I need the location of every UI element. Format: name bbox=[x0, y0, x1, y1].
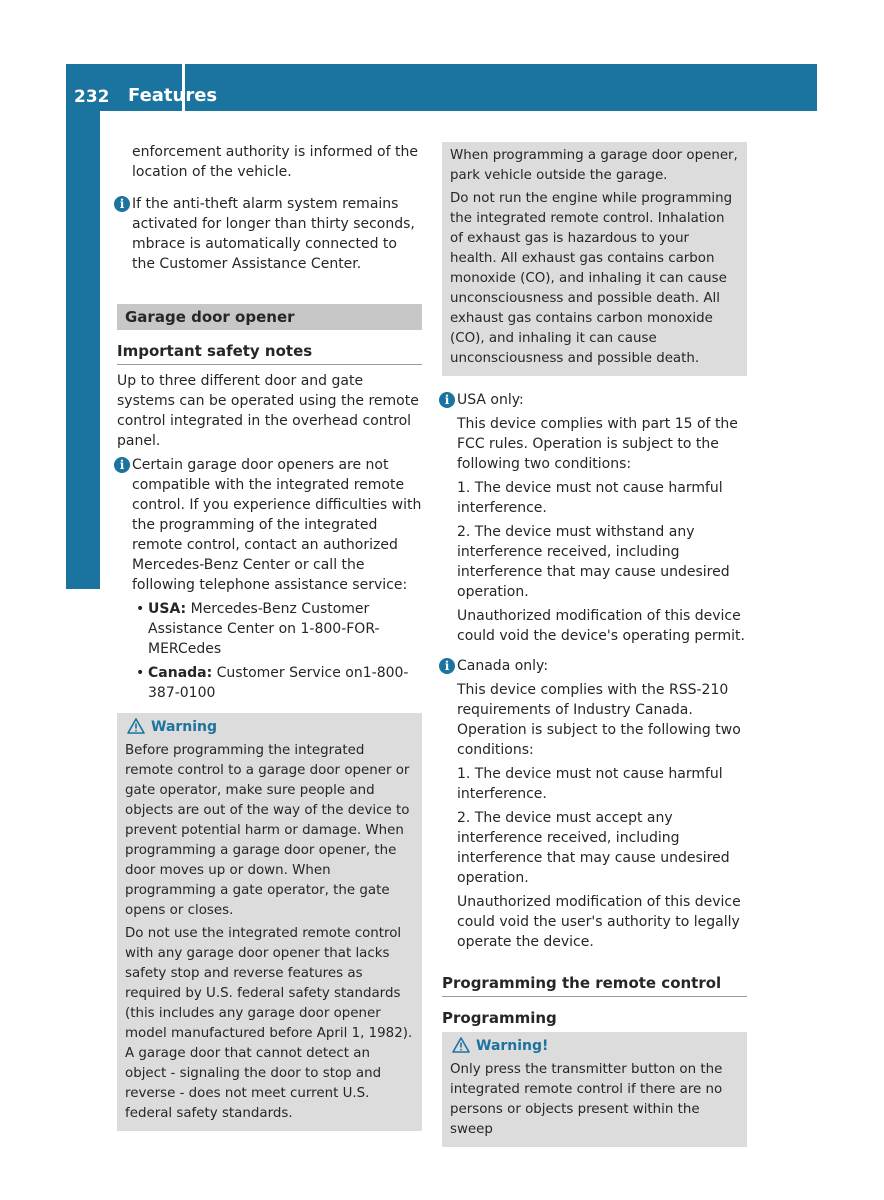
page-number: 232 bbox=[74, 87, 110, 107]
canada-text: This device complies with the RSS-210 requirements of Industry Canada. Operation is subject to the following two conditions: bbox=[457, 682, 741, 758]
usa-text: This device complies with part 15 of the FCC rules. Operation is subject to the following two conditions: bbox=[457, 416, 738, 472]
info-note-text: Certain garage door openers are not compatible with the integrated remote control. If you experience difficulties with the programming of the integrated remote control, contact an authorized Mercedes-Benz Center or call the following telephone assistance service: bbox=[132, 457, 422, 593]
bullet-icon: • bbox=[136, 665, 145, 681]
warning-title: Warning! bbox=[476, 1038, 549, 1054]
bullet-text: Mercedes-Benz Customer Assistance Center on 1-800-FOR-MERCedes bbox=[148, 601, 380, 657]
usa-modification: Unauthorized modification of this device could void the device's operating permit. bbox=[457, 608, 745, 644]
right-column bbox=[442, 142, 747, 1147]
canada-condition-1: 1. The device must not cause harmful interference. bbox=[457, 766, 723, 802]
section-title: Features bbox=[128, 85, 218, 106]
warning-triangle-icon bbox=[127, 718, 145, 734]
info-note-alarm bbox=[117, 194, 422, 274]
left-column bbox=[117, 142, 422, 1131]
safety-heading: Important safety notes bbox=[117, 340, 422, 365]
usa-condition-2: 2. The device must withstand any interference received, including interference that may cause undesired operation. bbox=[457, 524, 730, 600]
warning-paragraph: Do not run the engine while programming the integrated remote control. Inhalation of exhaust gas is hazardous to your health. All exhaust gas contains carbon monoxide (CO), and inhaling it can cause unconsciousness and possible death. All exhaust gas contains carbon monoxide (CO), and inhaling it can cause unconsciousness and possible death. bbox=[450, 191, 733, 366]
warning-box bbox=[117, 713, 422, 1131]
info-note-canada bbox=[442, 656, 747, 676]
info-icon: i bbox=[114, 457, 130, 473]
programming-subheading: Programming bbox=[442, 1009, 557, 1027]
warning-header bbox=[450, 1036, 739, 1056]
usa-condition-1: 1. The device must not cause harmful interference. bbox=[457, 480, 723, 516]
safety-intro: Up to three different door and gate systems can be operated using the remote control integrated in the overhead control panel. bbox=[117, 373, 419, 449]
info-icon: i bbox=[439, 658, 455, 674]
warning-paragraph: Only press the transmitter button on the integrated remote control if there are no persons or objects present within the sweep bbox=[450, 1062, 723, 1137]
list-item bbox=[132, 663, 422, 703]
bullet-icon: • bbox=[136, 601, 145, 617]
section-band: Garage door opener bbox=[117, 304, 422, 330]
warning-paragraph: Before programming the integrated remote control to a garage door opener or gate operator, make sure people and objects are out of the way of the device to prevent potential harm or damage. When programming a garage door opener, the door moves up or down. When programming a gate operator, the gate opens or closes. bbox=[125, 743, 410, 918]
warning-paragraph: When programming a garage door opener, park vehicle outside the garage. bbox=[450, 148, 738, 183]
exhaust-warning-box bbox=[442, 142, 747, 376]
warning-box-2 bbox=[442, 1032, 747, 1147]
programming-heading: Programming the remote control bbox=[442, 972, 747, 997]
intro-text: enforcement authority is informed of the location of the vehicle. bbox=[132, 144, 418, 180]
chapter-tab-label: Loading, stowing and features bbox=[72, 227, 93, 537]
list-item bbox=[132, 599, 422, 659]
warning-triangle-icon bbox=[452, 1037, 470, 1053]
info-icon: i bbox=[114, 196, 130, 212]
canada-modification: Unauthorized modification of this device could void the user's authority to legally operate the device. bbox=[457, 894, 741, 950]
bullet-text: Customer Service on1-800-387-0100 bbox=[148, 665, 409, 701]
bullet-label: Canada: bbox=[148, 665, 213, 681]
warning-paragraph: Do not use the integrated remote control with any garage door opener that lacks safety stop and reverse features as required by U.S. federal safety standards (this includes any garage door opener model manufactured before April 1, 1982). A garage door that cannot detect an object - signaling the door to stop and reverse - does not meet current U.S. federal safety standards. bbox=[125, 926, 413, 1121]
canada-condition-2: 2. The device must accept any interference received, including interference that may cause undesired operation. bbox=[457, 810, 730, 886]
info-icon: i bbox=[439, 392, 455, 408]
info-note-title: Canada only: bbox=[457, 658, 549, 674]
info-note-openers bbox=[117, 455, 422, 595]
warning-header bbox=[125, 717, 414, 737]
info-note-usa bbox=[442, 390, 747, 410]
warning-title: Warning bbox=[151, 719, 218, 735]
info-note-text: If the anti-theft alarm system remains activated for longer than thirty seconds, mbrace is automatically connected to the Customer Assistance Center. bbox=[132, 196, 415, 272]
info-note-title: USA only: bbox=[457, 392, 524, 408]
bullet-label: USA: bbox=[148, 601, 187, 617]
